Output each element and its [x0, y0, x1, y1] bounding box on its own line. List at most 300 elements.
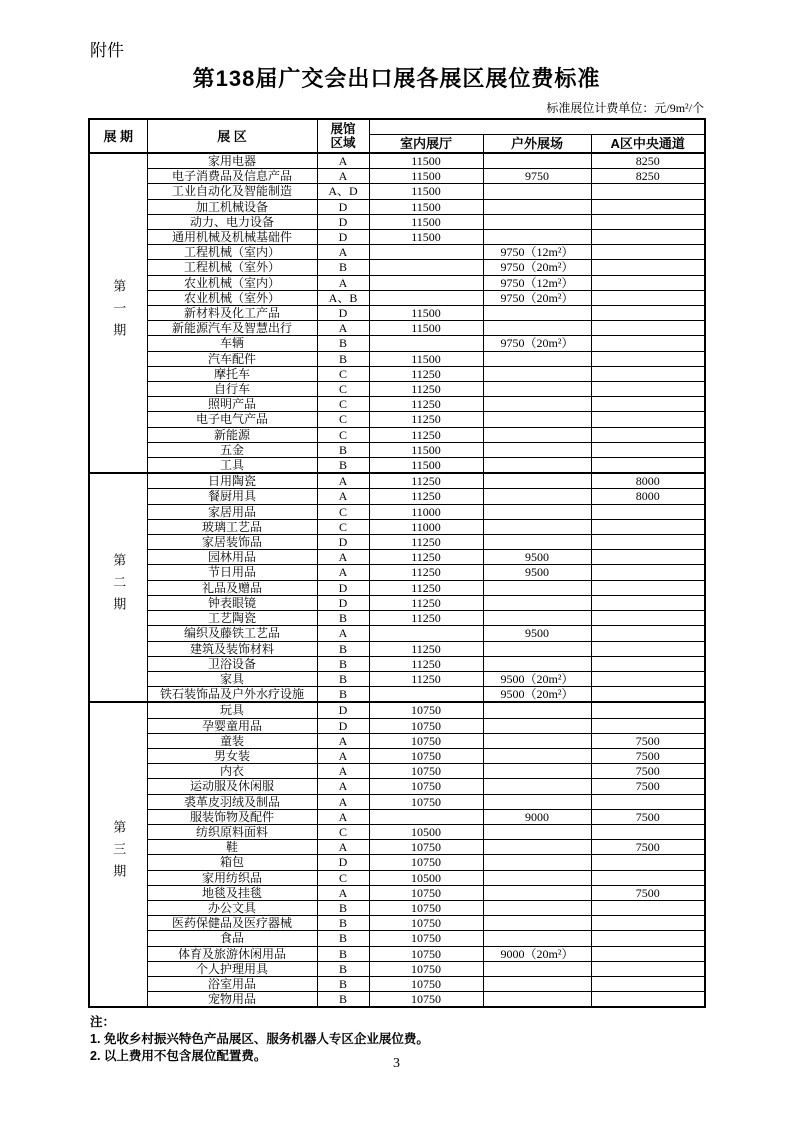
table-row [89, 718, 705, 733]
indoor-fee-cell: 11500 [369, 351, 483, 366]
table-row [89, 245, 705, 260]
outdoor-fee-cell: 9500（20m²） [483, 687, 591, 703]
table-row [89, 809, 705, 824]
zone-cell: 工业自动化及智能制造 [147, 184, 317, 199]
zone-cell: 家居用品 [147, 504, 317, 519]
zone-cell: 体育及旅游休闲用品 [147, 946, 317, 961]
indoor-fee-cell: 10750 [369, 855, 483, 870]
table-row [89, 458, 705, 474]
zone-cell: 纺织原料面料 [147, 824, 317, 839]
outdoor-fee-cell [483, 764, 591, 779]
outdoor-fee-cell [483, 580, 591, 595]
zone-cell: 通用机械及机械基础件 [147, 230, 317, 245]
table-row [89, 412, 705, 427]
table-row [89, 595, 705, 610]
indoor-fee-cell: 11500 [369, 169, 483, 184]
outdoor-fee-cell: 9000（20m²） [483, 946, 591, 961]
zone-cell: 新能源 [147, 427, 317, 442]
header-price-spacer [369, 119, 705, 135]
central-fee-cell: 7500 [591, 748, 705, 763]
hall-area-cell: B [317, 442, 369, 457]
outdoor-fee-cell: 9500（20m²） [483, 671, 591, 686]
central-fee-cell: 7500 [591, 764, 705, 779]
outdoor-fee-cell: 9500 [483, 626, 591, 641]
hall-area-cell: B [317, 336, 369, 351]
indoor-fee-cell [369, 687, 483, 703]
zone-cell: 内衣 [147, 764, 317, 779]
indoor-fee-cell [369, 336, 483, 351]
central-fee-cell [591, 442, 705, 457]
indoor-fee-cell: 10750 [369, 976, 483, 991]
outdoor-fee-cell [483, 824, 591, 839]
hall-area-cell: B [317, 946, 369, 961]
central-fee-cell: 7500 [591, 779, 705, 794]
outdoor-fee-cell [483, 779, 591, 794]
zone-cell: 卫浴设备 [147, 656, 317, 671]
central-fee-cell [591, 961, 705, 976]
central-fee-cell [591, 565, 705, 580]
outdoor-fee-cell [483, 519, 591, 534]
outdoor-fee-cell: 9750（12m²） [483, 245, 591, 260]
central-fee-cell [591, 870, 705, 885]
indoor-fee-cell: 11250 [369, 427, 483, 442]
central-fee-cell [591, 550, 705, 565]
header-row-top [89, 119, 705, 135]
outdoor-fee-cell: 9750（20m²） [483, 336, 591, 351]
zone-cell: 农业机械（室内） [147, 275, 317, 290]
header-indoor: 室内展厅 [369, 135, 483, 154]
zone-cell: 食品 [147, 931, 317, 946]
table-row [89, 992, 705, 1008]
table-row [89, 900, 705, 915]
hall-area-cell: A [317, 550, 369, 565]
outdoor-fee-cell [483, 718, 591, 733]
outdoor-fee-cell [483, 473, 591, 489]
outdoor-fee-cell [483, 382, 591, 397]
indoor-fee-cell: 11250 [369, 550, 483, 565]
page-number: 3 [393, 1056, 400, 1071]
zone-cell: 节日用品 [147, 565, 317, 580]
table-row [89, 489, 705, 504]
header-outdoor: 户外展场 [483, 135, 591, 154]
central-fee-cell [591, 351, 705, 366]
table-row [89, 351, 705, 366]
central-fee-cell: 7500 [591, 733, 705, 748]
indoor-fee-cell: 11500 [369, 153, 483, 169]
central-fee-cell [591, 184, 705, 199]
zone-cell: 新能源汽车及智慧出行 [147, 321, 317, 336]
indoor-fee-cell: 10500 [369, 870, 483, 885]
table-row [89, 656, 705, 671]
indoor-fee-cell [369, 290, 483, 305]
indoor-fee-cell: 10500 [369, 824, 483, 839]
header-hall-line2: 区域 [330, 136, 356, 150]
table-row [89, 931, 705, 946]
indoor-fee-cell: 11250 [369, 382, 483, 397]
hall-area-cell: C [317, 412, 369, 427]
outdoor-fee-cell [483, 595, 591, 610]
indoor-fee-cell: 10750 [369, 764, 483, 779]
table-row [89, 916, 705, 931]
hall-area-cell: A [317, 840, 369, 855]
hall-area-cell: B [317, 260, 369, 275]
hall-area-cell: A、D [317, 184, 369, 199]
zone-cell: 汽车配件 [147, 351, 317, 366]
zone-cell: 童装 [147, 733, 317, 748]
central-fee-cell [591, 535, 705, 550]
central-fee-cell [591, 230, 705, 245]
table-row [89, 626, 705, 641]
outdoor-fee-cell [483, 489, 591, 504]
hall-area-cell: D [317, 718, 369, 733]
zone-cell: 加工机械设备 [147, 199, 317, 214]
table-row [89, 427, 705, 442]
hall-area-cell: B [317, 931, 369, 946]
zone-cell: 工程机械（室内） [147, 245, 317, 260]
period-label: 第一期 [89, 153, 147, 473]
indoor-fee-cell [369, 245, 483, 260]
hall-area-cell: B [317, 641, 369, 656]
central-fee-cell [591, 412, 705, 427]
header-period: 展 期 [89, 119, 147, 153]
table-row [89, 260, 705, 275]
attachment-label: 附件 [90, 41, 124, 60]
outdoor-fee-cell [483, 199, 591, 214]
central-fee-cell: 8250 [591, 169, 705, 184]
indoor-fee-cell: 11500 [369, 321, 483, 336]
unit-note: 标准展位计费单位：元/9m²/个 [546, 101, 704, 115]
table-row [89, 550, 705, 565]
hall-area-cell: D [317, 580, 369, 595]
zone-cell: 新材料及化工产品 [147, 306, 317, 321]
table-row [89, 824, 705, 839]
central-fee-cell [591, 275, 705, 290]
table-row [89, 199, 705, 214]
hall-area-cell: D [317, 702, 369, 718]
hall-area-cell: C [317, 427, 369, 442]
outdoor-fee-cell: 9500 [483, 565, 591, 580]
central-fee-cell: 7500 [591, 840, 705, 855]
header-central: A区中央通道 [591, 135, 705, 154]
outdoor-fee-cell [483, 321, 591, 336]
zone-cell: 电子消费品及信息产品 [147, 169, 317, 184]
zone-cell: 摩托车 [147, 366, 317, 381]
header-hall-area [317, 119, 369, 153]
indoor-fee-cell: 10750 [369, 961, 483, 976]
central-fee-cell [591, 397, 705, 412]
hall-area-cell: D [317, 535, 369, 550]
note-item: 1. 免收乡村振兴特色产品展区、服务机器人专区企业展位费。 [90, 1032, 429, 1046]
outdoor-fee-cell [483, 427, 591, 442]
indoor-fee-cell: 11250 [369, 412, 483, 427]
zone-cell: 礼品及赠品 [147, 580, 317, 595]
zone-cell: 男女装 [147, 748, 317, 763]
hall-area-cell: A、B [317, 290, 369, 305]
table-row [89, 290, 705, 305]
hall-area-cell: B [317, 961, 369, 976]
central-fee-cell [591, 900, 705, 915]
zone-cell: 铁石装饰品及户外水疗设施 [147, 687, 317, 703]
central-fee-cell [591, 611, 705, 626]
table-row [89, 671, 705, 686]
indoor-fee-cell: 10750 [369, 992, 483, 1008]
indoor-fee-cell: 10750 [369, 885, 483, 900]
table-row [89, 870, 705, 885]
indoor-fee-cell: 11250 [369, 611, 483, 626]
indoor-fee-cell: 10750 [369, 733, 483, 748]
hall-area-cell: A [317, 169, 369, 184]
central-fee-cell [591, 260, 705, 275]
outdoor-fee-cell [483, 611, 591, 626]
table-row [89, 840, 705, 855]
table-row [89, 230, 705, 245]
outdoor-fee-cell: 9750 [483, 169, 591, 184]
table-row [89, 702, 705, 718]
hall-area-cell: A [317, 779, 369, 794]
outdoor-fee-cell [483, 306, 591, 321]
hall-area-cell: D [317, 595, 369, 610]
zone-cell: 家居装饰品 [147, 535, 317, 550]
hall-area-cell: D [317, 199, 369, 214]
zone-cell: 自行车 [147, 382, 317, 397]
indoor-fee-cell: 11500 [369, 458, 483, 474]
hall-area-cell: A [317, 153, 369, 169]
zone-cell: 宠物用品 [147, 992, 317, 1008]
central-fee-cell: 8000 [591, 473, 705, 489]
zone-cell: 医药保健品及医疗器械 [147, 916, 317, 931]
central-fee-cell: 7500 [591, 885, 705, 900]
outdoor-fee-cell [483, 961, 591, 976]
zone-cell: 日用陶瓷 [147, 473, 317, 489]
hall-area-cell: A [317, 733, 369, 748]
hall-area-cell: A [317, 809, 369, 824]
zone-cell: 箱包 [147, 855, 317, 870]
central-fee-cell [591, 794, 705, 809]
outdoor-fee-cell [483, 900, 591, 915]
table-row [89, 321, 705, 336]
page-title: 第138届广交会出口展各展区展位费标准 [192, 66, 601, 91]
outdoor-fee-cell [483, 351, 591, 366]
indoor-fee-cell: 11250 [369, 489, 483, 504]
outdoor-fee-cell [483, 397, 591, 412]
outdoor-fee-cell [483, 840, 591, 855]
indoor-fee-cell [369, 260, 483, 275]
hall-area-cell: B [317, 611, 369, 626]
indoor-fee-cell: 11250 [369, 565, 483, 580]
outdoor-fee-cell [483, 230, 591, 245]
indoor-fee-cell: 11250 [369, 397, 483, 412]
note-item: 2. 以上费用不包含展位配置费。 [90, 1049, 267, 1063]
zone-cell: 钟表眼镜 [147, 595, 317, 610]
central-fee-cell [591, 199, 705, 214]
hall-area-cell: A [317, 473, 369, 489]
hall-area-cell: A [317, 626, 369, 641]
zone-cell: 办公文具 [147, 900, 317, 915]
central-fee-cell [591, 321, 705, 336]
zone-cell: 建筑及装饰材料 [147, 641, 317, 656]
table-row [89, 687, 705, 703]
hall-area-cell: B [317, 976, 369, 991]
zone-cell: 运动服及休闲服 [147, 779, 317, 794]
indoor-fee-cell: 11250 [369, 366, 483, 381]
indoor-fee-cell: 11000 [369, 504, 483, 519]
table-row [89, 779, 705, 794]
hall-area-cell: B [317, 687, 369, 703]
table-row [89, 748, 705, 763]
outdoor-fee-cell [483, 992, 591, 1008]
header-hall-line1: 展馆 [330, 122, 356, 136]
period-label: 第二期 [89, 473, 147, 702]
central-fee-cell [591, 366, 705, 381]
indoor-fee-cell: 11500 [369, 199, 483, 214]
table-row [89, 169, 705, 184]
indoor-fee-cell: 10750 [369, 931, 483, 946]
indoor-fee-cell: 11250 [369, 535, 483, 550]
table-row [89, 275, 705, 290]
zone-cell: 家用纺织品 [147, 870, 317, 885]
indoor-fee-cell: 10750 [369, 840, 483, 855]
indoor-fee-cell: 11250 [369, 595, 483, 610]
central-fee-cell [591, 702, 705, 718]
central-fee-cell [591, 580, 705, 595]
zone-cell: 车辆 [147, 336, 317, 351]
central-fee-cell [591, 931, 705, 946]
hall-area-cell: D [317, 230, 369, 245]
outdoor-fee-cell [483, 733, 591, 748]
outdoor-fee-cell: 9000 [483, 809, 591, 824]
hall-area-cell: A [317, 321, 369, 336]
zone-cell: 园林用品 [147, 550, 317, 565]
central-fee-cell [591, 641, 705, 656]
outdoor-fee-cell: 9500 [483, 550, 591, 565]
hall-area-cell: D [317, 855, 369, 870]
zone-cell: 工艺陶瓷 [147, 611, 317, 626]
hall-area-cell: C [317, 382, 369, 397]
zone-cell: 工具 [147, 458, 317, 474]
outdoor-fee-cell [483, 870, 591, 885]
outdoor-fee-cell [483, 153, 591, 169]
table-row [89, 946, 705, 961]
outdoor-fee-cell [483, 535, 591, 550]
outdoor-fee-cell: 9750（20m²） [483, 290, 591, 305]
indoor-fee-cell: 10750 [369, 748, 483, 763]
hall-area-cell: B [317, 900, 369, 915]
central-fee-cell [591, 382, 705, 397]
outdoor-fee-cell [483, 504, 591, 519]
zone-cell: 编织及藤铁工艺品 [147, 626, 317, 641]
outdoor-fee-cell [483, 702, 591, 718]
outdoor-fee-cell [483, 931, 591, 946]
zone-cell: 玩具 [147, 702, 317, 718]
hall-area-cell: A [317, 245, 369, 260]
indoor-fee-cell: 11500 [369, 230, 483, 245]
header-zone: 展 区 [147, 119, 317, 153]
zone-cell: 地毯及挂毯 [147, 885, 317, 900]
table-row [89, 641, 705, 656]
outdoor-fee-cell [483, 855, 591, 870]
indoor-fee-cell: 11250 [369, 671, 483, 686]
table-row [89, 580, 705, 595]
fee-table [88, 118, 706, 1008]
zone-cell: 个人护理用具 [147, 961, 317, 976]
indoor-fee-cell: 10750 [369, 702, 483, 718]
fee-table-body [89, 153, 705, 1007]
table-row [89, 442, 705, 457]
hall-area-cell: C [317, 824, 369, 839]
table-row [89, 504, 705, 519]
indoor-fee-cell: 10750 [369, 794, 483, 809]
outdoor-fee-cell [483, 885, 591, 900]
central-fee-cell [591, 671, 705, 686]
hall-area-cell: B [317, 671, 369, 686]
table-row [89, 306, 705, 321]
indoor-fee-cell: 11000 [369, 519, 483, 534]
indoor-fee-cell: 10750 [369, 946, 483, 961]
outdoor-fee-cell: 9750（12m²） [483, 275, 591, 290]
fee-table-header [89, 119, 705, 153]
outdoor-fee-cell [483, 412, 591, 427]
central-fee-cell: 7500 [591, 809, 705, 824]
indoor-fee-cell: 11500 [369, 214, 483, 229]
outdoor-fee-cell [483, 748, 591, 763]
central-fee-cell [591, 824, 705, 839]
central-fee-cell [591, 976, 705, 991]
outdoor-fee-cell [483, 976, 591, 991]
central-fee-cell [591, 306, 705, 321]
table-row [89, 473, 705, 489]
table-row [89, 519, 705, 534]
central-fee-cell [591, 656, 705, 671]
central-fee-cell [591, 214, 705, 229]
table-row [89, 214, 705, 229]
zone-cell: 浴室用品 [147, 976, 317, 991]
outdoor-fee-cell [483, 794, 591, 809]
outdoor-fee-cell: 9750（20m²） [483, 260, 591, 275]
table-row [89, 153, 705, 169]
indoor-fee-cell: 10750 [369, 900, 483, 915]
indoor-fee-cell: 10750 [369, 718, 483, 733]
zone-cell: 裘革皮羽绒及制品 [147, 794, 317, 809]
zone-cell: 工程机械（室外） [147, 260, 317, 275]
zone-cell: 家具 [147, 671, 317, 686]
hall-area-cell: C [317, 519, 369, 534]
central-fee-cell [591, 626, 705, 641]
indoor-fee-cell: 11250 [369, 641, 483, 656]
central-fee-cell [591, 946, 705, 961]
zone-cell: 五金 [147, 442, 317, 457]
outdoor-fee-cell [483, 641, 591, 656]
zone-cell: 鞋 [147, 840, 317, 855]
zone-cell: 玻璃工艺品 [147, 519, 317, 534]
hall-area-cell: A [317, 885, 369, 900]
indoor-fee-cell: 10750 [369, 779, 483, 794]
table-row [89, 733, 705, 748]
central-fee-cell [591, 718, 705, 733]
central-fee-cell [591, 245, 705, 260]
central-fee-cell [591, 519, 705, 534]
indoor-fee-cell: 11250 [369, 473, 483, 489]
zone-cell: 孕婴童用品 [147, 718, 317, 733]
indoor-fee-cell [369, 275, 483, 290]
hall-area-cell: B [317, 458, 369, 474]
indoor-fee-cell [369, 809, 483, 824]
hall-area-cell: D [317, 214, 369, 229]
table-row [89, 336, 705, 351]
hall-area-cell: C [317, 870, 369, 885]
hall-area-cell: A [317, 565, 369, 580]
zone-cell: 电子电气产品 [147, 412, 317, 427]
table-row [89, 611, 705, 626]
